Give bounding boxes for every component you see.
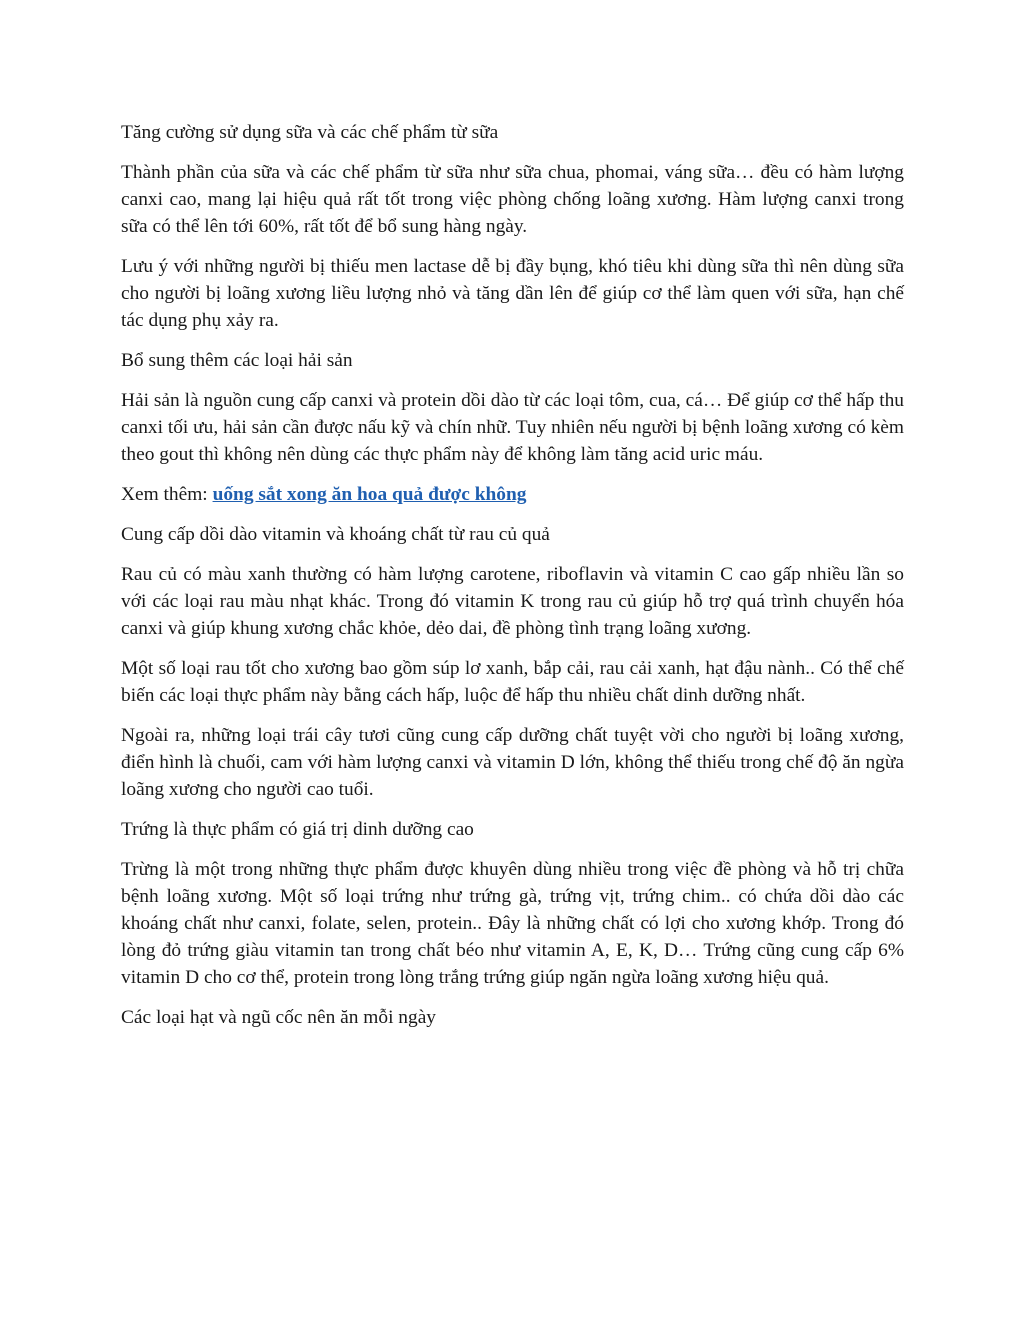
- paragraph-eggs: Trừng là một trong những thực phẩm được khuyên dùng nhiều trong việc đề phòng và hỗ trị chữa bệnh loãng xương. Một số loại trứng như trứng gà, trứng vịt, trứng chim.. có chứa dồi dào các khoáng chất như canxi, folate, selen, protein.. Đây là những chất có lợi cho xương khớp. Trong đó lòng đỏ trứng giàu vitamin tan trong chất béo như vitamin A, E, K, D… Trứng cũng cung cấp 6% vitamin D cho cơ thể, protein trong lòng trắng trứng giúp ngăn ngừa loãng xương hiệu quả.: [121, 859, 904, 988]
- paragraph-dairy-calcium: Thành phần của sữa và các chế phẩm từ sữa như sữa chua, phomai, váng sữa… đều có hàm lượng canxi cao, mang lại hiệu quả rất tốt trong việc phòng chống loãng xương. Hàm lượng canxi trong sữa có thể lên tới 60%, rất tốt để bổ sung hàng ngày.: [121, 162, 904, 237]
- document-body: [121, 119, 904, 1044]
- section-heading-vegetables: Cung cấp dồi dào vitamin và khoáng chất từ rau củ quả: [121, 524, 550, 545]
- paragraph-bone-vegetables: Một số loại rau tốt cho xương bao gồm súp lơ xanh, bắp cải, rau cải xanh, hạt đậu nành.. Có thể chế biến các loại thực phẩm này bằng cách hấp, luộc để hấp thu nhiều chất dinh dưỡng nhất.: [121, 658, 904, 706]
- see-also-prefix: Xem thêm:: [121, 484, 213, 505]
- paragraph-fresh-fruit: Ngoài ra, những loại trái cây tươi cũng cung cấp dưỡng chất tuyệt vời cho người bị loãng xương, điển hình là chuối, cam với hàm lượng canxi và vitamin D lớn, không thể thiếu trong chế độ ăn ngừa loãng xương cho người cao tuổi.: [121, 725, 904, 800]
- section-heading-grains: Các loại hạt và ngũ cốc nên ăn mỗi ngày: [121, 1007, 436, 1028]
- see-also-line: [121, 481, 904, 508]
- paragraph-green-vegetables: Rau củ có màu xanh thường có hàm lượng carotene, riboflavin và vitamin C cao gấp nhiều lần so với các loại rau màu nhạt khác. Trong đó vitamin K trong rau củ giúp hỗ trợ quá trình chuyển hóa canxi và giúp khung xương chắc khỏe, dẻo dai, đề phòng tình trạng loãng xương.: [121, 564, 904, 639]
- paragraph-lactase-note: Lưu ý với những người bị thiếu men lactase dễ bị đầy bụng, khó tiêu khi dùng sữa thì nên dùng sữa cho người bị loãng xương liều lượng nhỏ và tăng dần lên để giúp cơ thể làm quen với sữa, hạn chế tác dụng phụ xảy ra.: [121, 256, 904, 331]
- section-heading-seafood: Bổ sung thêm các loại hải sản: [121, 350, 353, 371]
- related-article-link[interactable]: uống sắt xong ăn hoa quả được không: [212, 484, 527, 505]
- paragraph-seafood: Hải sản là nguồn cung cấp canxi và protein dồi dào từ các loại tôm, cua, cá… Để giúp cơ thể hấp thu canxi tối ưu, hải sản cần được nấu kỹ và chín nhữ. Tuy nhiên nếu người bị bệnh loãng xương có kèm theo gout thì không nên dùng các thực phẩm này để không làm tăng acid uric máu.: [121, 390, 904, 465]
- section-heading-eggs: Trứng là thực phẩm có giá trị dinh dưỡng cao: [121, 819, 474, 840]
- section-heading-dairy: Tăng cường sử dụng sữa và các chế phẩm từ sữa: [121, 122, 499, 143]
